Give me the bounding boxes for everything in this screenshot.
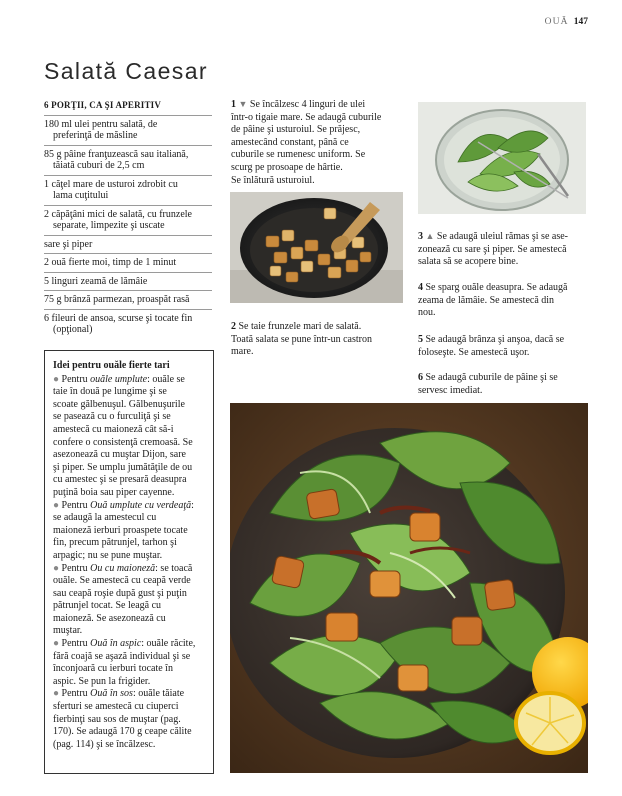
- ingredient-line: separate, limpezite şi uscate: [53, 220, 165, 231]
- servings-heading: 6 PORŢII, CA ŞI APERITIV: [44, 100, 212, 116]
- tip-text: cu amestec şi se presară deasupra: [53, 474, 187, 486]
- tip-text: aspic. Se pun la frigider.: [53, 675, 151, 687]
- step-number: 5: [418, 334, 423, 345]
- tip-text: maioneză. Se asezonează cu: [53, 612, 166, 624]
- bullet-icon: ●: [53, 562, 60, 574]
- ingredient-line: 2 ouă fierte moi, timp de 1 minut: [44, 257, 177, 268]
- tip-text: sferturi se amestecă cu ciuperci: [53, 701, 179, 713]
- tip-text: fără coajă se aşază individual şi se: [53, 650, 191, 662]
- step-text: scurg pe prosoape de hârtie.: [231, 161, 343, 173]
- tips-heading: Idei pentru ouăle fierte tari: [53, 360, 170, 371]
- tip-text: Pentru: [61, 499, 91, 511]
- tip-text: 170). Se adaugă 170 g ceape călite: [53, 726, 192, 738]
- step-5: [418, 334, 593, 359]
- caesar-salad-photo: [230, 403, 588, 773]
- tip-item: [53, 500, 207, 563]
- ingredient-item: [44, 291, 212, 310]
- tip-text: şi piper. Se umplu jumătăţile de ou: [53, 461, 193, 473]
- step-text: Se înlătură usturoiul.: [231, 174, 315, 186]
- section-name: OUĂ: [544, 17, 569, 27]
- step-3: [418, 230, 593, 269]
- frying-bread-photo: [230, 192, 403, 303]
- step-text: zonează cu sare şi piper. Se amestecă: [418, 243, 567, 255]
- tip-text: fin, precum pătrunjel, tarhon şi: [53, 537, 177, 549]
- tip-text: ouăle. Se amestecă cu ceapă verde: [53, 575, 191, 587]
- tip-text: (pag. 114) şi se încălzesc.: [53, 738, 156, 750]
- ingredient-line: tăiată cuburi de 2,5 cm: [53, 160, 145, 171]
- step-text: foloseşte. Se amestecă uşor.: [418, 346, 530, 358]
- ingredient-item: [44, 116, 212, 146]
- ingredient-line: 2 căpăţâni mici de salată, cu frunzele: [44, 208, 192, 220]
- ingredient-line: (opţional): [53, 324, 93, 335]
- triangle-up-icon: ▲: [425, 231, 435, 241]
- tip-emphasis: Ouă în aspic: [90, 638, 142, 650]
- tip-text: amestecă cu maioneză cât să-i: [53, 423, 174, 435]
- tip-text: puţină boia sau piper cayenne.: [53, 486, 175, 498]
- tip-item: [53, 688, 207, 751]
- bullet-icon: ●: [53, 638, 60, 650]
- ingredient-line: 180 ml ulei pentru salată, de: [44, 118, 158, 130]
- caesar-salad-illustration: [230, 403, 588, 773]
- ingredient-line: 85 g pâine franţuzească sau italiană,: [44, 148, 189, 160]
- step-number: 6: [418, 372, 423, 383]
- tip-item: [53, 563, 207, 639]
- ingredient-line: 75 g brânză parmezan, proaspăt rasă: [44, 294, 190, 305]
- tip-text: : se toacă: [155, 562, 193, 574]
- step-text: Se adaugă brânza şi anşoa, dacă se: [425, 334, 565, 345]
- page-number: 147: [573, 17, 588, 27]
- tip-text: se pasează cu o furculiţă şi se: [53, 411, 171, 423]
- ingredient-item: [44, 176, 212, 206]
- step-text: salata să se acopere bine.: [418, 256, 519, 268]
- tip-text: asezonează cu muştar Dijon, sare: [53, 449, 186, 461]
- ingredient-line: 1 căţel mare de usturoi zdrobit cu: [44, 178, 178, 190]
- step-text: Se încălzesc 4 linguri de ulei: [249, 99, 366, 110]
- ingredient-line: 5 linguri zeamă de lămâie: [44, 275, 148, 287]
- tip-text: Pentru: [61, 688, 91, 700]
- step-text: într-o tigaie mare. Se adaugă cuburile: [231, 111, 382, 123]
- recipe-title: Salată Caesar: [44, 58, 208, 84]
- glass-bowl-photo: [418, 102, 586, 214]
- bullet-icon: ●: [53, 373, 60, 385]
- bullet-icon: ●: [53, 499, 60, 511]
- tip-text: : ouăle tăiate: [132, 688, 185, 700]
- step-text: servesc imediat.: [418, 384, 483, 396]
- ingredient-line: sare şi piper: [44, 238, 93, 250]
- tip-text: : ouăle se: [147, 373, 185, 385]
- ingredient-item: [44, 146, 212, 176]
- step-number: 1: [231, 99, 236, 110]
- ingredient-line: lama cuţitului: [53, 190, 109, 201]
- step-2: [231, 321, 409, 359]
- tip-text: pătrunjel tocat. Se leagă cu: [53, 600, 162, 612]
- ingredient-item: [44, 310, 212, 339]
- tip-text: maioneză ierburi proaspete tocate: [53, 524, 188, 536]
- tip-text: arpagic; nu se pune muştar.: [53, 549, 163, 561]
- tip-text: scoate gălbenuşul. Gălbenuşurile: [53, 398, 185, 410]
- tip-text: se adaugă la amestecul cu: [53, 512, 157, 524]
- step-1: [231, 98, 409, 187]
- tip-text: confere o consistenţă cremoasă. Se: [53, 436, 193, 448]
- step-text: zeama de lămâie. Se amestecă din: [418, 294, 555, 306]
- step-text: Se taie frunzele mari de salată.: [238, 321, 362, 332]
- tip-emphasis: Ouă în sos: [90, 688, 133, 700]
- step-text: nou.: [418, 307, 436, 319]
- running-head: [545, 17, 588, 27]
- step-4: [418, 282, 593, 320]
- tip-text: Pentru: [61, 373, 91, 385]
- step-text: Se adaugă uleiul rămas şi se ase-: [436, 231, 568, 242]
- step-number: 2: [231, 321, 236, 332]
- glass-bowl-illustration: [418, 102, 586, 214]
- step-text: Se adaugă cuburile de pâine şi se: [425, 372, 558, 383]
- tips-box: [44, 350, 214, 774]
- tip-text: taie în două pe lungime şi se: [53, 386, 167, 398]
- tip-emphasis: Ouă umplute cu verdeaţă: [90, 499, 192, 511]
- tip-item: [53, 638, 207, 688]
- tip-text: : ouăle răcite,: [141, 638, 196, 650]
- step-text: de pâine şi usturoiul. Se prăjesc,: [231, 124, 361, 136]
- tip-text: înconjoară cu ierburi tocate în: [53, 663, 173, 675]
- tip-text: muştar.: [53, 625, 83, 637]
- step-number: 4: [418, 282, 423, 293]
- ingredient-item: [44, 206, 212, 236]
- tip-text: fierbinţi sau sos de muştar (pag.: [53, 713, 181, 725]
- step-text: Toată salata se pune într-un castron: [231, 333, 372, 345]
- step-text: mare.: [231, 346, 254, 358]
- ingredient-line: 6 fileuri de ansoa, scurse şi tocate fin: [44, 312, 193, 324]
- step-6: [418, 372, 593, 397]
- tip-text: Pentru: [61, 562, 91, 574]
- tip-item: [53, 374, 207, 500]
- bullet-icon: ●: [53, 688, 60, 700]
- ingredient-line: preferinţă de măsline: [53, 130, 138, 141]
- tip-text: Pentru: [61, 638, 91, 650]
- tip-emphasis: Ou cu maioneză: [90, 562, 156, 574]
- ingredient-item: [44, 273, 212, 292]
- step-text: amestecând constant, până ce: [231, 136, 349, 148]
- ingredients-list: [44, 100, 212, 339]
- step-text: cuburile se rumenesc uniform. Se: [231, 149, 366, 161]
- tip-text: :: [191, 499, 194, 511]
- step-text: Se sparg ouăle deasupra. Se adaugă: [425, 282, 568, 293]
- ingredient-item: [44, 254, 212, 273]
- tip-emphasis: ouăle umplute: [90, 373, 148, 385]
- step-number: 3: [418, 231, 423, 242]
- frying-pan-illustration: [230, 192, 403, 303]
- tip-text: sau ceapă roşie după gust şi puţin: [53, 587, 187, 599]
- triangle-down-icon: ▼: [238, 99, 248, 109]
- ingredient-item: [44, 236, 212, 255]
